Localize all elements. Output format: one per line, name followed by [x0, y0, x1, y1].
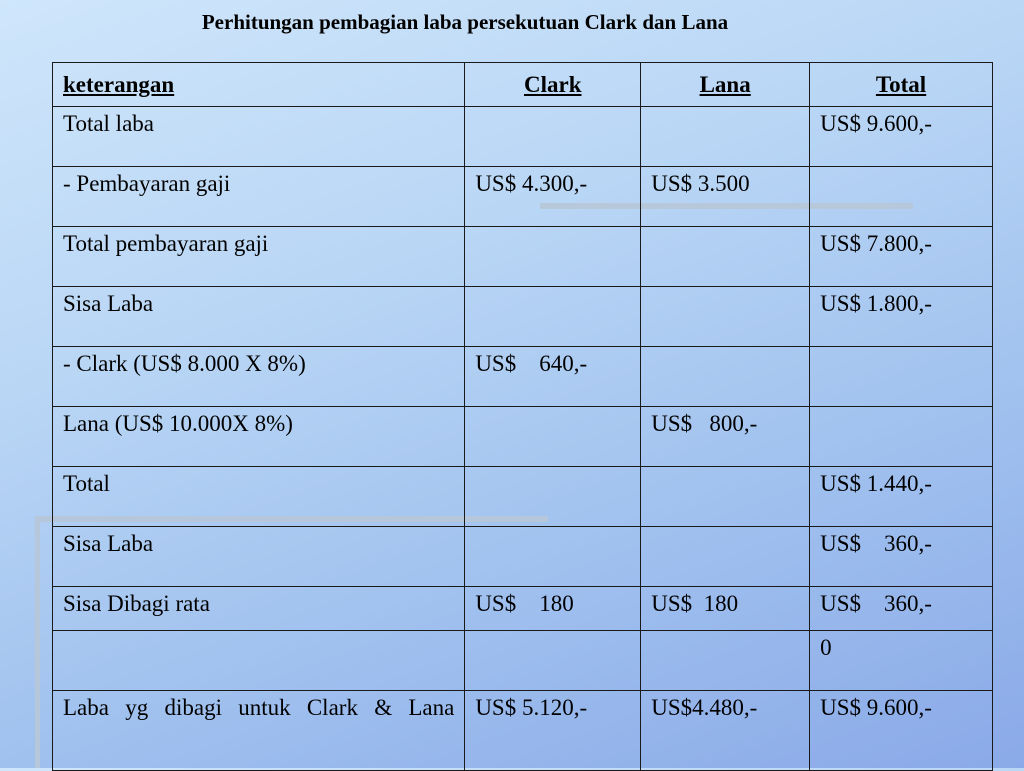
- cell-total: US$ 360,-: [810, 587, 993, 631]
- cell-lana: [641, 527, 810, 587]
- cell-clark: [465, 407, 641, 467]
- decorative-bar: [35, 516, 40, 768]
- cell-total: [810, 407, 993, 467]
- cell-description: - Pembayaran gaji: [53, 167, 465, 227]
- cell-total: US$ 1.440,-: [810, 467, 993, 527]
- header-keterangan: keterangan: [53, 63, 465, 107]
- cell-lana: [641, 631, 810, 691]
- cell-clark: [465, 107, 641, 167]
- cell-clark: US$ 640,-: [465, 347, 641, 407]
- table-row: [53, 527, 993, 587]
- cell-total: US$ 9.600,-: [810, 691, 993, 771]
- cell-clark: [465, 631, 641, 691]
- cell-description: Total pembayaran gaji: [53, 227, 465, 287]
- cell-clark: [465, 527, 641, 587]
- page-title: Perhitungan pembagian laba persekutuan Clark dan Lana: [201, 10, 729, 34]
- cell-total: US$ 360,-: [810, 527, 993, 587]
- header-clark: Clark: [465, 63, 641, 107]
- table-row: [53, 691, 993, 771]
- cell-description: Sisa Dibagi rata: [53, 587, 465, 631]
- cell-total: US$ 9.600,-: [810, 107, 993, 167]
- cell-total: [810, 167, 993, 227]
- cell-lana: [641, 347, 810, 407]
- cell-clark: US$ 180: [465, 587, 641, 631]
- cell-total: [810, 347, 993, 407]
- cell-clark: [465, 467, 641, 527]
- table-row: [53, 407, 993, 467]
- cell-lana: US$4.480,-: [641, 691, 810, 771]
- cell-description: - Clark (US$ 8.000 X 8%): [53, 347, 465, 407]
- table-row: [53, 227, 993, 287]
- header-total: Total: [810, 63, 993, 107]
- table-row: [53, 167, 993, 227]
- cell-total: US$ 7.800,-: [810, 227, 993, 287]
- table-row: [53, 631, 993, 691]
- cell-lana: [641, 467, 810, 527]
- cell-description: Total: [53, 467, 465, 527]
- cell-description: Sisa Laba: [53, 287, 465, 347]
- cell-total: 0: [810, 631, 993, 691]
- table-row: [53, 347, 993, 407]
- cell-lana: US$ 800,-: [641, 407, 810, 467]
- cell-description: Sisa Laba: [53, 527, 465, 587]
- header-lana: Lana: [641, 63, 810, 107]
- cell-lana: US$ 180: [641, 587, 810, 631]
- table-row: [53, 587, 993, 631]
- cell-description: [53, 631, 465, 691]
- table-row: [53, 287, 993, 347]
- cell-total: US$ 1.800,-: [810, 287, 993, 347]
- cell-clark: US$ 5.120,-: [465, 691, 641, 771]
- table-header-row: [53, 63, 993, 107]
- table-row: [53, 107, 993, 167]
- table-row: [53, 467, 993, 527]
- cell-clark: [465, 227, 641, 287]
- cell-clark: [465, 287, 641, 347]
- cell-description: Lana (US$ 10.000X 8%): [53, 407, 465, 467]
- cell-lana: US$ 3.500: [641, 167, 810, 227]
- cell-lana: [641, 107, 810, 167]
- cell-clark: US$ 4.300,-: [465, 167, 641, 227]
- cell-description: Laba yg dibagi untuk Clark & Lana: [53, 691, 465, 771]
- cell-lana: [641, 227, 810, 287]
- cell-description: Total laba: [53, 107, 465, 167]
- cell-lana: [641, 287, 810, 347]
- profit-sharing-table: [52, 62, 993, 771]
